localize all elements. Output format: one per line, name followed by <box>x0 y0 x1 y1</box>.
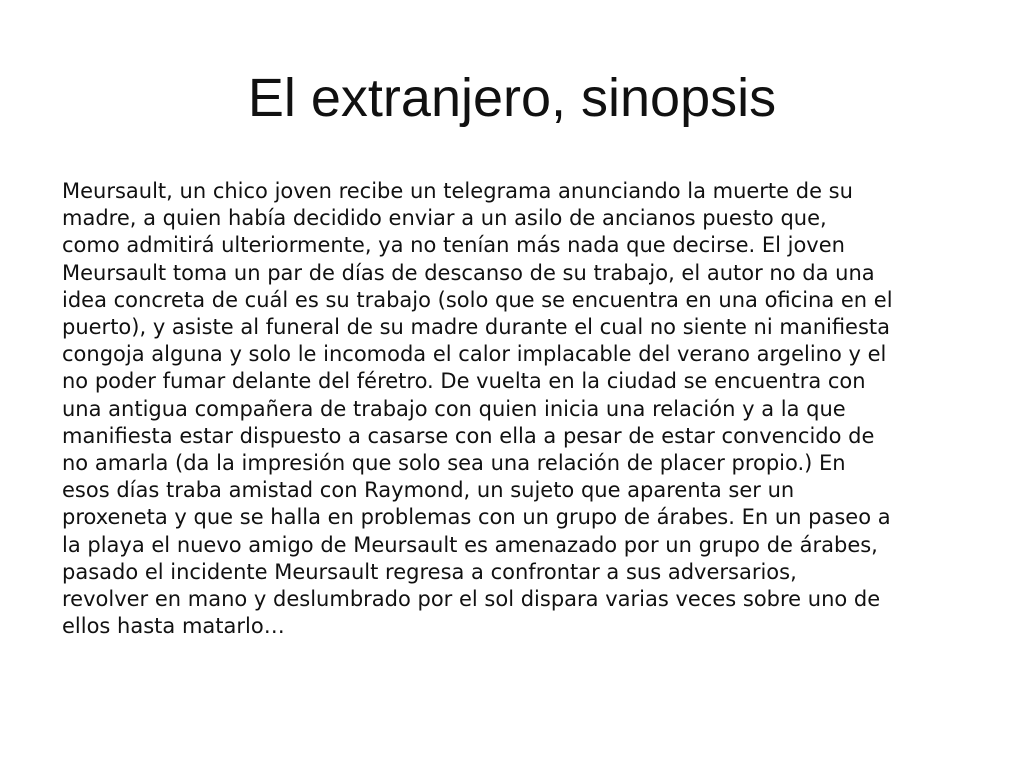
body-line: puerto), y asiste al funeral de su madre durante el cual no siente ni manifiesta <box>62 315 891 340</box>
body-line: pasado el incidente Meursault regresa a confrontar a sus adversarios, <box>62 559 797 584</box>
slide-body <box>62 178 977 640</box>
body-line: madre, a quien había decidido enviar a un asilo de ancianos puesto que, <box>62 206 827 231</box>
body-line: ellos hasta matarlo… <box>62 614 285 639</box>
body-line: proxeneta y que se halla en problemas con un grupo de árabes. En un paseo a <box>62 505 891 530</box>
body-line: congoja alguna y solo le incomoda el calor implacable del verano argelino y el <box>62 342 887 367</box>
body-line: revolver en mano y deslumbrado por el sol dispara varias veces sobre uno de <box>62 587 881 612</box>
body-line: Meursault toma un par de días de descanso de su trabajo, el autor no da una <box>62 260 875 285</box>
body-line: una antigua compañera de trabajo con quien inicia una relación y a la que <box>62 396 846 421</box>
body-line: esos días traba amistad con Raymond, un sujeto que aparenta ser un <box>62 478 795 503</box>
body-line: Meursault, un chico joven recibe un telegrama anunciando la muerte de su <box>62 179 853 203</box>
slide-title: El extranjero, sinopsis <box>247 68 777 128</box>
body-line: no amarla (da la impresión que solo sea una relación de placer propio.) En <box>62 451 846 476</box>
body-line: no poder fumar delante del féretro. De vuelta en la ciudad se encuentra con <box>62 369 866 394</box>
body-line: idea concreta de cuál es su trabajo (solo que se encuentra en una oficina en el <box>62 287 893 312</box>
body-line: la playa el nuevo amigo de Meursault es amenazado por un grupo de árabes, <box>62 532 878 557</box>
body-line: como admitirá ulteriormente, ya no tenían más nada que decirse. El joven <box>62 233 845 258</box>
body-line: manifiesta estar dispuesto a casarse con ella a pesar de estar convencido de <box>62 423 875 448</box>
